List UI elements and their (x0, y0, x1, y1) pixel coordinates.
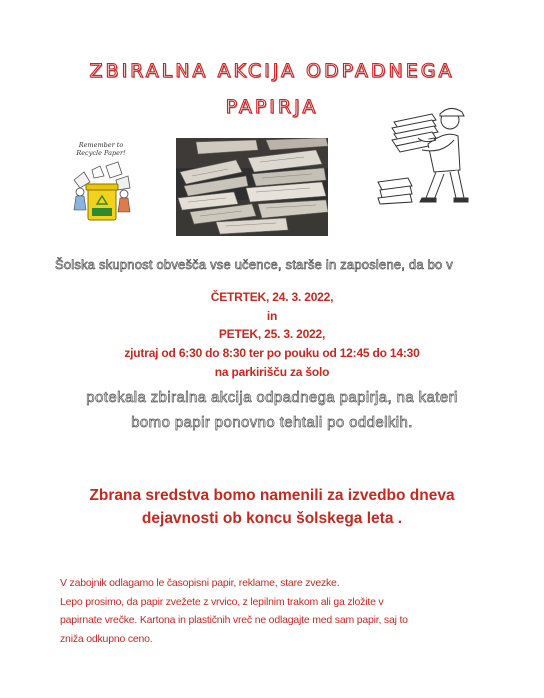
date-conjunction: in (266, 309, 278, 323)
note-line-1: V zabojnik odlagamo le časopisni papir, reklame, stare zvezke. (60, 577, 340, 589)
location: na parkirišču za šolo (214, 365, 330, 379)
recycle-caption-1: Remember to (78, 141, 124, 149)
funds-line-1: Zbrana sredstva bomo namenili za izvedbo dneva (89, 487, 455, 504)
event-line-2: bomo papir ponovno tehtali po oddelkih. (131, 414, 413, 431)
event-line-1: potekala zbiralna akcija odpadnega papirja, na kateri (86, 389, 458, 406)
note-line-2: Lepo prosimo, da papir zvežete z vrvico, z lepilnim trakom ali ga zložite v (60, 596, 384, 608)
funds-line-2: dejavnosti ob koncu šolskega leta . (141, 510, 403, 527)
note-line-4: zniža odkupno ceno. (60, 633, 153, 645)
date-friday: PETEK, 25. 3. 2022, (218, 327, 326, 341)
note-line-3: papirnate vrečke. Kartona in plastičnih vreč ne odlagajte med sam papir, saj to (60, 614, 408, 626)
title-line-1: ZBIRALNA AKCIJA ODPADNEGA (89, 60, 455, 82)
intro-text: Šolska skupnost obvešča vse učence, starše in zaposlene, da bo v (55, 257, 453, 272)
recycle-caption-2: Recycle Paper! (76, 149, 126, 157)
man-carrying-papers-illustration (376, 100, 484, 206)
title-line-2: PAPIRJA (225, 96, 319, 118)
paper-pile-photo (176, 138, 328, 236)
recycle-paper-image (66, 140, 136, 224)
date-thursday: ČETRTEK, 24. 3. 2022, (210, 290, 334, 304)
time-schedule: zjutraj od 6:30 do 8:30 ter po pouku od 12:45 do 14:30 (124, 346, 420, 360)
